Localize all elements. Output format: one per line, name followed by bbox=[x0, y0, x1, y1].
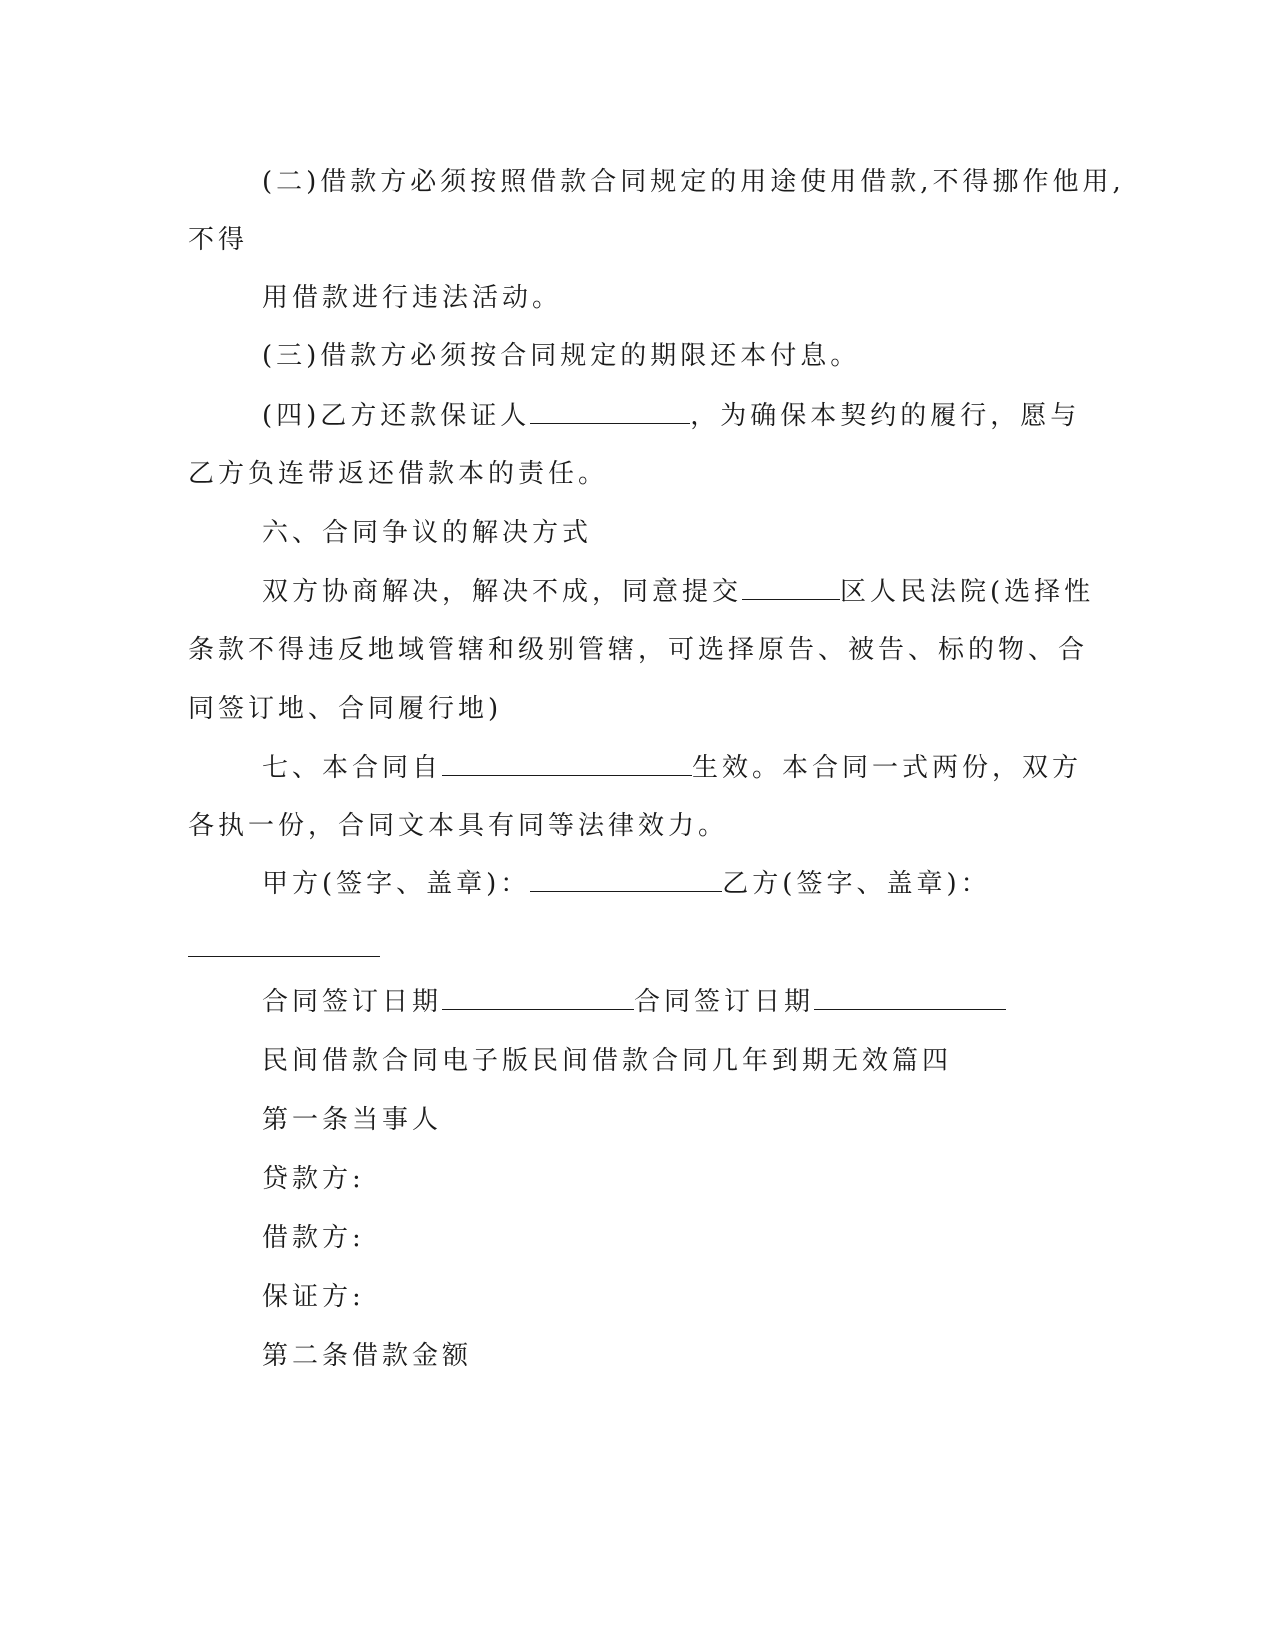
signing-date-label-a: 合同签订日期 bbox=[262, 987, 443, 1017]
signing-date-label-b: 合同签订日期 bbox=[634, 987, 815, 1017]
signing-date-line bbox=[262, 984, 1162, 1020]
clause-7-text-b: 生效。本合同一式两份，双方 bbox=[692, 753, 1083, 783]
paragraph-clause-2-line-3: 用借款进行违法活动。 bbox=[262, 283, 563, 313]
guarantor-label: 保证方: bbox=[262, 1282, 365, 1312]
clause-4-text-b: ，为确保本契约的履行，愿与 bbox=[690, 401, 1081, 431]
party-a-signature-label: 甲方(签字、盖章)： bbox=[262, 869, 531, 899]
paragraph-dispute-line-1 bbox=[262, 574, 1162, 610]
heading-dispute-resolution: 六、合同争议的解决方式 bbox=[262, 518, 593, 548]
borrower-label: 借款方: bbox=[262, 1223, 365, 1253]
signature-line bbox=[262, 866, 1162, 902]
party-b-signature-blank[interactable] bbox=[188, 956, 380, 957]
paragraph-clause-7-line-2: 各执一份，合同文本具有同等法律效力。 bbox=[188, 811, 729, 841]
party-a-signature-blank[interactable] bbox=[530, 867, 722, 892]
section-title-part-4: 民间借款合同电子版民间借款合同几年到期无效篇四 bbox=[262, 1046, 953, 1076]
dispute-text-a: 双方协商解决，解决不成，同意提交 bbox=[262, 577, 743, 607]
paragraph-dispute-line-3: 同签订地、合同履行地) bbox=[188, 694, 503, 724]
signing-date-blank-a[interactable] bbox=[442, 985, 634, 1010]
article-2-heading: 第二条借款金额 bbox=[262, 1341, 473, 1371]
lender-label: 贷款方: bbox=[262, 1164, 365, 1194]
dispute-text-b: 区人民法院(选择性 bbox=[840, 577, 1095, 607]
clause-4-text-a: (四)乙方还款保证人 bbox=[262, 401, 531, 431]
guarantor-blank[interactable] bbox=[530, 399, 690, 424]
paragraph-clause-2-line-1: (二)借款方必须按照借款合同规定的用途使用借款,不得挪作他用, bbox=[262, 167, 1125, 197]
signing-date-blank-b[interactable] bbox=[814, 985, 1006, 1010]
effective-date-blank[interactable] bbox=[442, 751, 692, 776]
paragraph-clause-4-line-1 bbox=[262, 398, 1162, 434]
paragraph-clause-3: (三)借款方必须按合同规定的期限还本付息。 bbox=[262, 341, 861, 371]
court-district-blank[interactable] bbox=[742, 575, 840, 600]
article-1-heading: 第一条当事人 bbox=[262, 1105, 443, 1135]
party-b-signature-label: 乙方(签字、盖章)： bbox=[722, 869, 991, 899]
paragraph-clause-7-line-1 bbox=[262, 750, 1162, 786]
paragraph-clause-4-line-2: 乙方负连带返还借款本的责任。 bbox=[188, 459, 609, 489]
paragraph-dispute-line-2: 条款不得违反地域管辖和级别管辖，可选择原告、被告、标的物、合 bbox=[188, 635, 1089, 665]
clause-7-text-a: 七、本合同自 bbox=[262, 753, 443, 783]
paragraph-clause-2-line-2: 不得 bbox=[188, 225, 249, 255]
